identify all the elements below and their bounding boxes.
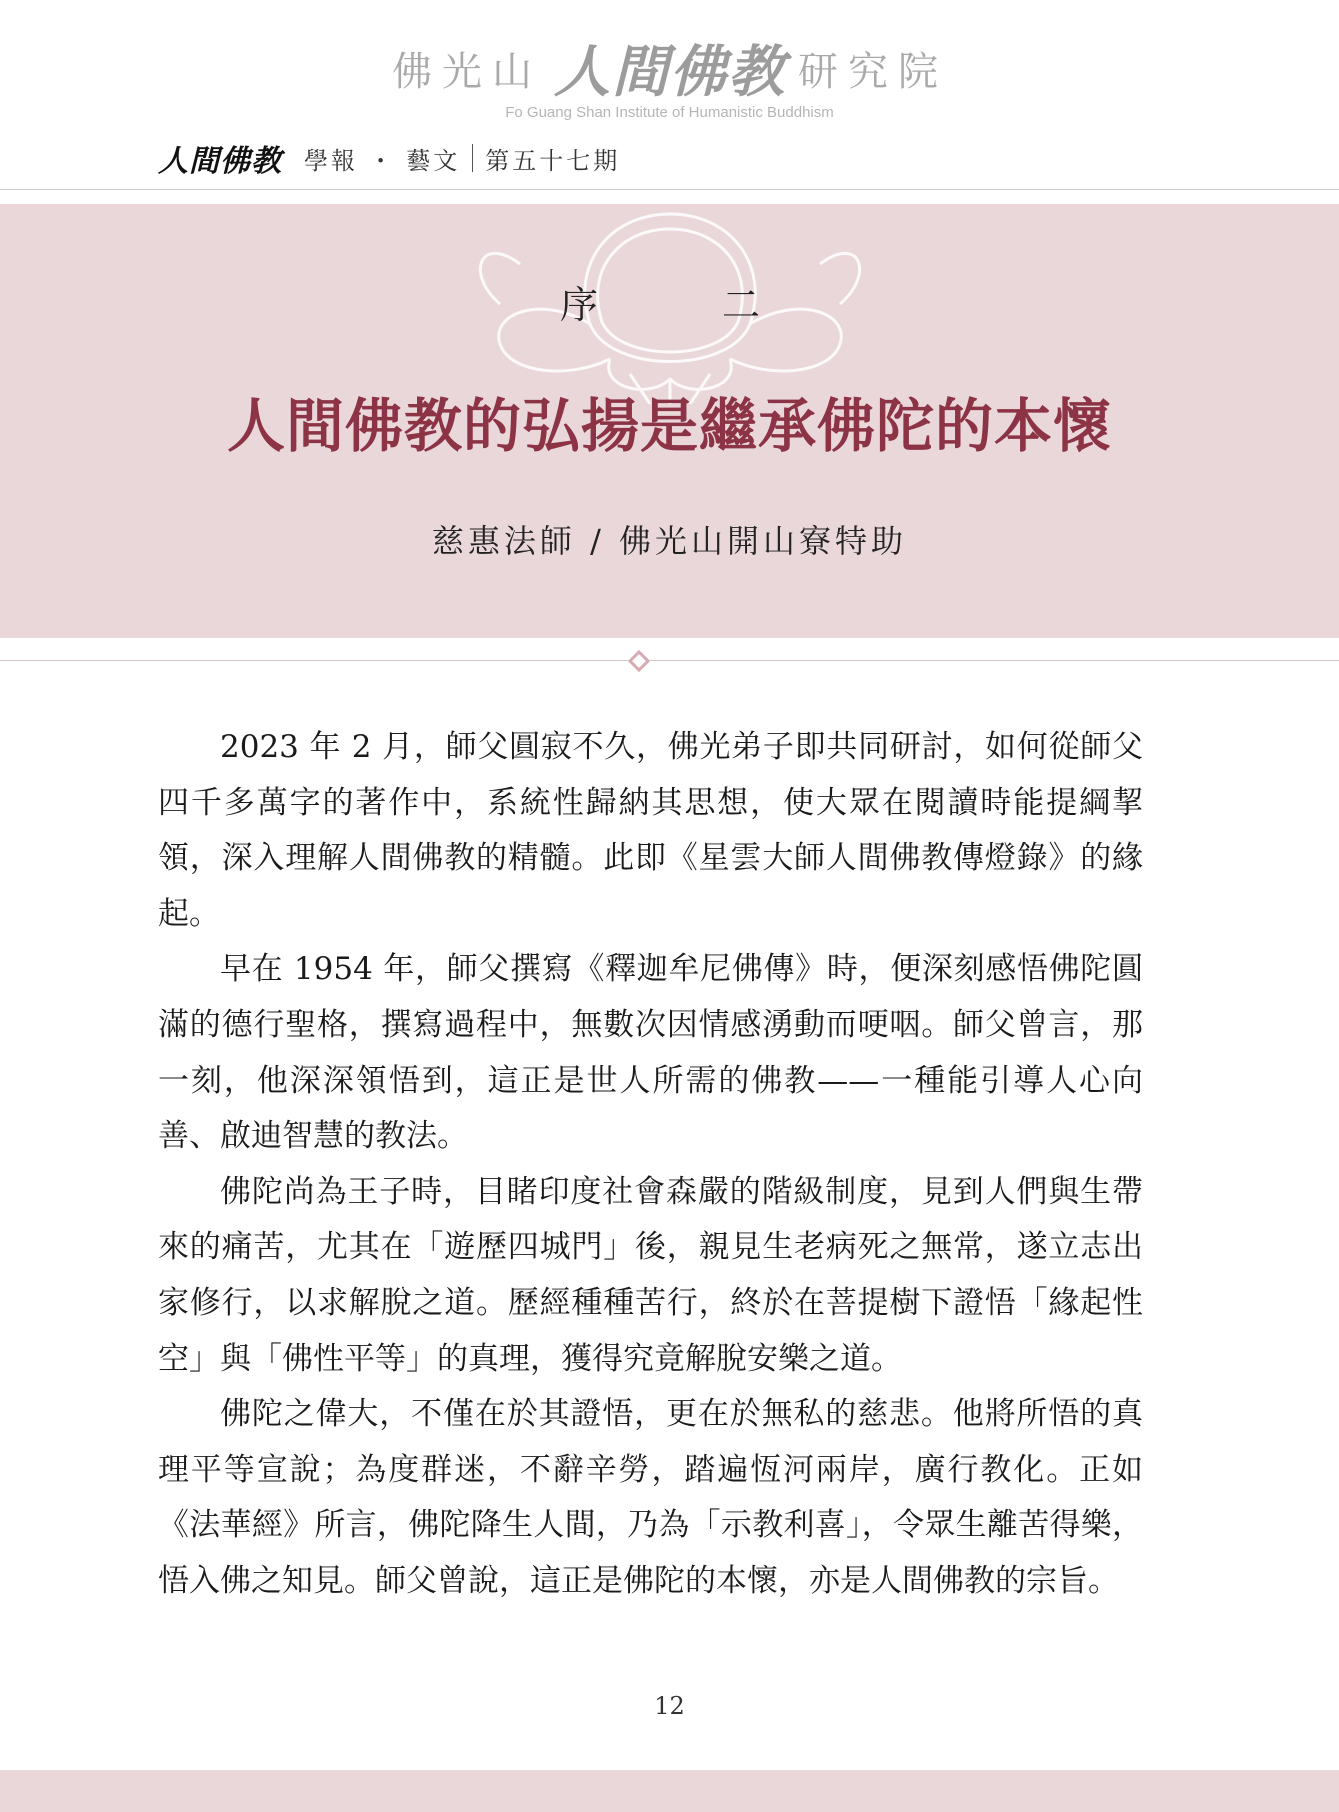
article-author: 慈惠法師 / 佛光山開山寮特助 [431,522,908,560]
institute-logo [0,0,1339,130]
body-paragraph: 早在 1954 年，師父撰寫《釋迦牟尼佛傳》時，便深刻感悟佛陀圓滿的德行聖格，撰寫過程中，無數次因情感湧動而哽咽。師父曾言，那一刻，他深深領悟到，這正是世人所需的佛教——一種能引導人心向善、啟迪智慧的教法。 [158,951,1143,1155]
header-rule [0,189,1339,190]
article-title: 人間佛教的弘揚是繼承佛陀的本懷 [226,392,1112,460]
section-kicker [560,274,760,327]
logo-left-text: 佛光山 [392,48,542,95]
journal-header [158,138,620,178]
logo-calligraphy: 人間佛教 [554,39,786,105]
body-paragraph: 佛陀尚為王子時，目睹印度社會森嚴的階級制度，見到人們與生帶來的痛苦，尤其在「遊歷四城門」後，親見生老病死之無常，遂立志出家修行，以求解脫之道。歷經種種苦行，終於在菩提樹下證悟「緣起性空」與「佛性平等」的真理，獲得究竟解脫安樂之道。 [158,1173,1143,1377]
page-number: 12 [654,1692,685,1720]
bottom-band [0,1770,1339,1812]
logo-wordmark [370,38,970,105]
kicker-left: 序 [560,283,599,327]
article-body [158,720,1143,1610]
title-band [0,204,1339,638]
journal-issue: 第五十七期 [485,146,621,175]
body-paragraph: 2023 年 2 月，師父圓寂不久，佛光弟子即共同研討，如何從師父四千多萬字的著作中，系統性歸納其思想，使大眾在閱讀時能提綱挈領，深入理解人間佛教的精髓。此即《星雲大師人間佛教傳燈錄》的緣起。 [158,729,1143,932]
header-divider [472,144,473,172]
journal-section: 學報 ・ 藝文 [304,146,461,175]
logo-english-subtitle: Fo Guang Shan Institute of Humanistic Buddhism [505,104,834,121]
diamond-ornament-icon [628,650,650,672]
ornament-rule [0,660,1339,661]
journal-brand: 人間佛教 [158,144,282,179]
body-paragraph: 佛陀之偉大，不僅在於其證悟，更在於無私的慈悲。他將所悟的真理平等宣說；為度群迷，不辭辛勞，踏遍恆河兩岸，廣行教化。正如《法華經》所言，佛陀降生人間，乃為「示教利喜」，令眾生離苦得樂，悟入佛之知見。師父曾說，這正是佛陀的本懷，亦是人間佛教的宗旨。 [158,1396,1143,1599]
kicker-right: 二 [721,283,760,327]
logo-right-text: 研究院 [798,48,948,95]
